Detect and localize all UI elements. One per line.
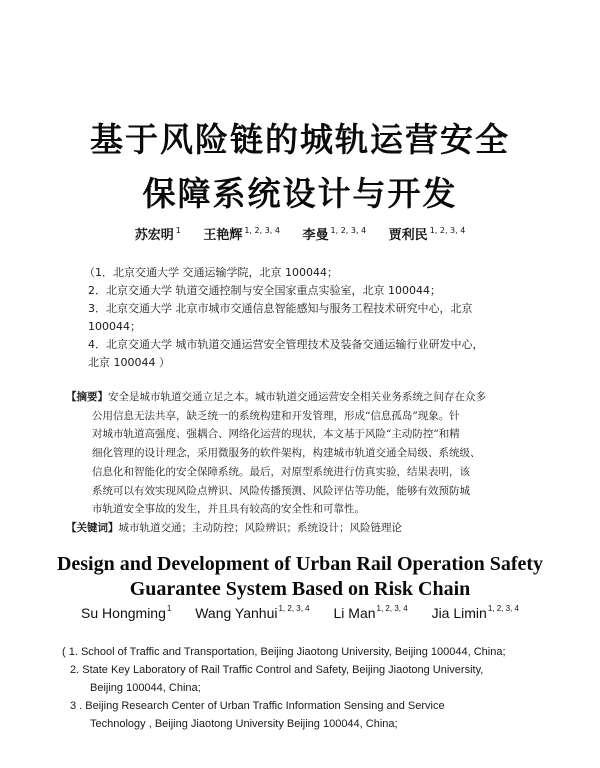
cn-title-line-1: 基于风险链的城轨运营安全 (90, 120, 510, 159)
en-author: Li Man$^{1, 2, 3, 4}$ (333, 604, 408, 621)
cn-author: 苏宏明 $^1$ (134, 226, 181, 243)
abstract-line: 细化管理的设计理念，采用微服务的软件架构，构建城市轨道交通全局级、系统级、 (92, 447, 481, 460)
en-affiliation-3-cont: Technology , Beijing Jiaotong University Beijing 100044, China; (90, 718, 398, 730)
cn-author: 王艳辉 $^{1, 2, 3, 4}$ (203, 226, 280, 243)
cn-affiliation-3-cont: 100044； (88, 320, 141, 333)
abstract-line: 市轨道安全事故的发生，并且具有较高的安全性和可靠性。 (92, 503, 365, 516)
abstract-line: 对城市轨道高强度、强耦合、网络化运营的现状，本文基于风险“主动防控”和精 (92, 428, 460, 441)
abstract-line: 系统可以有效实现风险点辨识、风险传播预测、风险评估等功能，能够有效预防城 (92, 484, 470, 497)
cn-affiliation-3: 3．北京交通大学 北京市城市交通信息智能感知与服务工程技术研究中心，北京 (88, 302, 473, 315)
en-title-line-2: Guarantee System Based on Risk Chain (129, 578, 471, 600)
abstract-tag: 【摘要】 (66, 391, 108, 403)
abstract-line: 公用信息无法共享，缺乏统一的系统构建和开发管理，形成“信息孤岛”现象。针 (92, 409, 460, 422)
keywords-line (66, 519, 542, 538)
en-author: Jia Limin$^{1, 2, 3, 4}$ (431, 604, 519, 621)
en-affiliation-3: 3 . Beijing Research Center of Urban Traffic Information Sensing and Service (70, 700, 445, 712)
cn-author: 贾利民 $^{1, 2, 3, 4}$ (388, 226, 466, 243)
en-affiliation-2-cont: Beijing 100044, China; (90, 682, 201, 694)
cn-title-line-2: 保障系统设计与开发 (142, 174, 458, 213)
en-author: Su Hongming$^1$ (81, 604, 172, 621)
cn-affiliation-1: （1．北京交通大学 交通运输学院，北京 100044； (84, 266, 338, 279)
keywords-tag: 【关键词】 (66, 521, 119, 534)
en-author: Wang Yanhui$^{1, 2, 3, 4}$ (195, 604, 310, 621)
abstract-line: 【摘要】安全是城市轨道交通立足之本。城市轨道交通运营安全相关业务系统之间存在众多 (66, 391, 486, 403)
en-author-list (0, 604, 600, 621)
cn-author: 李曼 $^{1, 2, 3, 4}$ (302, 226, 367, 243)
en-affiliation-1: ( 1. School of Traffic and Transportation, Beijing Jiaotong University, Beijing 100044, China; (62, 646, 506, 658)
cn-abstract (66, 388, 542, 538)
cn-affiliation-4: 4．北京交通大学 城市轨道交通运营安全管理技术及装备交通运输行业研发中心， (88, 338, 484, 351)
en-affiliation-2: 2. State Key Laboratory of Rail Traffic Control and Safety, Beijing Jiaotong University, (70, 664, 484, 676)
cn-affiliation-4-cont: 北京 100044 ） (88, 356, 170, 369)
abstract-line: 信息化和智能化的安全保障系统。最后，对原型系统进行仿真实验，结果表明，该 (92, 465, 470, 478)
cn-author-list (0, 224, 600, 243)
en-title-line-1: Design and Development of Urban Rail Operation Safety (56, 553, 544, 575)
keywords-text: 城市轨道交通；主动防控；风险辨识；系统设计；风险链理论 (118, 521, 402, 534)
cn-affiliation-2: 2．北京交通大学 轨道交通控制与安全国家重点实验室，北京 100044； (88, 284, 441, 297)
